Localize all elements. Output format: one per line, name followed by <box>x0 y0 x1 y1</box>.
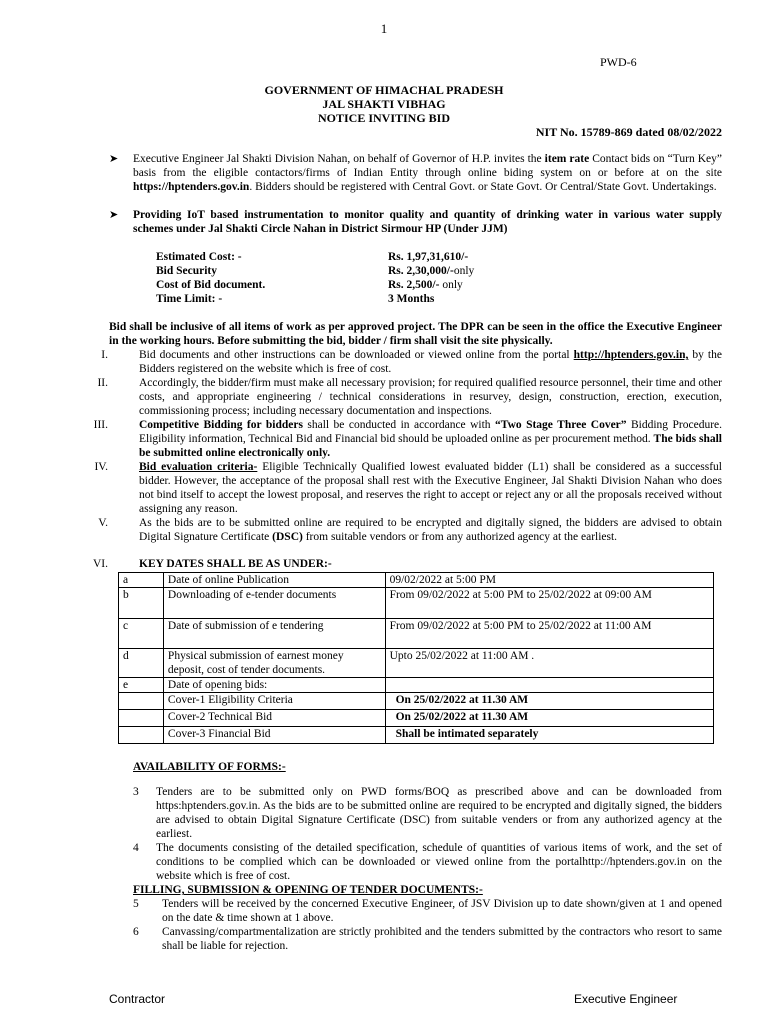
cost-label: Cost of Bid document. <box>156 279 266 291</box>
item-number: 6 <box>133 926 139 938</box>
table-row <box>119 678 714 693</box>
work-title: Providing IoT based instrumentation to monitor quality and quantity of drinking water in various water supply schemes under Jal Shakti Circle Nahan in District Sirmour HP (Under JJM) <box>133 209 722 235</box>
filling-heading: FILLING, SUBMISSION & OPENING OF TENDER DOCUMENTS:- <box>133 884 483 896</box>
bullet-arrow-icon: ➤ <box>109 209 119 221</box>
clause-iii: Competitive Bidding for bidders shall be conducted in accordance with “Two Stage Three Cover” Bidding Procedure. Eligibility information, Technical Bid and Financial bid should be uploaded online as per procurement method. The bids shall be submitted online electronically only. <box>139 419 722 459</box>
cost-suffix: only <box>439 279 463 291</box>
clause-number: III. <box>93 419 108 431</box>
row-value: On 25/02/2022 at 11.30 AM <box>385 693 713 710</box>
item-number: 3 <box>133 786 139 798</box>
table-row <box>119 619 714 649</box>
cost-row-bid-document <box>156 278 556 292</box>
key-dates-table <box>118 572 714 744</box>
row-letter: e <box>119 678 164 693</box>
header-department: JAL SHAKTI VIBHAG <box>322 97 446 111</box>
filling-item-5: Tenders will be received by the concerned Executive Engineer, of JSV Division up to date shown/given at 1 and opened on the date & time shown at 1 above. <box>162 898 722 924</box>
nit-number: NIT No. 15789-869 dated 08/02/2022 <box>535 125 722 139</box>
availability-heading: AVAILABILITY OF FORMS:- <box>133 761 286 773</box>
cost-value: Rs. 2,30,000/- <box>388 265 454 277</box>
clause-number: I. <box>101 349 108 361</box>
row-label: Cover-2 Technical Bid <box>163 710 385 727</box>
row-label: Date of opening bids: <box>163 678 385 693</box>
item-number: 5 <box>133 898 139 910</box>
row-letter: a <box>119 573 164 588</box>
cost-label: Bid Security <box>156 265 218 277</box>
table-row <box>119 588 714 619</box>
cost-value: 3 Months <box>388 293 435 305</box>
clause-ii: Accordingly, the bidder/firm must make all necessary provision; for required qualified resource personnel, their time and other costs, and appropriate engineering / technical considerations in resurvey, design, construction, erection, execution, commissioning process; including necessary documentation and inspections. <box>139 377 723 417</box>
cost-value: Rs. 2,500/- <box>388 279 440 291</box>
cost-row-estimated <box>156 250 556 264</box>
cost-row-time-limit <box>156 292 556 306</box>
cost-suffix: only <box>453 265 475 277</box>
row-letter: d <box>119 649 164 678</box>
table-row <box>119 573 714 588</box>
executive-engineer-signature: Executive Engineer <box>574 992 678 1006</box>
availability-item-3: Tenders are to be submitted only on PWD forms/BOQ as prescribed above and can be downloaded from https:hptenders.gov.in. As the bids are to be submitted online are required to be encrypted and digitally signed, the bidders are advised to obtain Digital Signature Certificate (DSC) from suitable venders or from any authorized agency at the earliest. <box>156 786 722 840</box>
intro-paragraph <box>133 152 722 194</box>
cost-value: Rs. 1,97,31,610/- <box>388 251 469 263</box>
table-row <box>119 649 714 678</box>
row-label: Downloading of e-tender documents <box>163 588 385 619</box>
header-government: GOVERNMENT OF HIMACHAL PRADESH <box>264 83 504 97</box>
row-letter: c <box>119 619 164 649</box>
clause-v: As the bids are to be submitted online are required to be encrypted and digitally signed, the bidders are advised to obtain Digital Signature Certificate (DSC) from suitable vendors or from any authorized agency at the earliest. <box>139 517 722 543</box>
row-label: Date of online Publication <box>163 573 385 588</box>
form-code: PWD-6 <box>600 55 637 69</box>
row-label: Cover-3 Financial Bid <box>163 727 385 744</box>
row-label: Cover-1 Eligibility Criteria <box>163 693 385 710</box>
row-letter: b <box>119 588 164 619</box>
availability-item-4: The documents consisting of the detailed specification, schedule of quantities of various items of work, and the set of conditions to be complied which can be downloaded or viewed online from the portalhttp://hptenders.gov.in on the website which is free of cost. <box>156 842 722 882</box>
filling-item-6: Canvassing/compartmentalization are strictly prohibited and the tenders submitted by the contractors who resort to same shall be liable for rejection. <box>162 926 722 952</box>
row-label: Physical submission of earnest money deposit, cost of tender documents. <box>163 649 385 678</box>
row-value: From 09/02/2022 at 5:00 PM to 25/02/2022 at 11:00 AM <box>385 619 713 649</box>
clause-number: IV. <box>94 461 108 473</box>
cost-label: Time Limit: - <box>156 293 223 305</box>
header-notice-title: NOTICE INVITING BID <box>317 111 451 125</box>
table-row <box>119 710 714 727</box>
portal-link[interactable]: http://hptenders.gov.in, <box>573 349 689 361</box>
clause-number: VI. <box>92 558 108 570</box>
clause-number: V. <box>98 517 108 529</box>
row-value: 09/02/2022 at 5:00 PM <box>385 573 713 588</box>
row-label: Date of submission of e tendering <box>163 619 385 649</box>
intro-text-c: Contact bids on “Turn Key” basis from the eligible contactors/firms of Indian Entity through online biding system on or before at on the site <box>133 153 722 179</box>
intro-portal-link[interactable]: https://hptenders.gov.in <box>133 181 250 193</box>
key-dates-heading: KEY DATES SHALL BE AS UNDER:- <box>139 558 332 570</box>
intro-text-a: Executive Engineer Jal Shakti Division Nahan, on behalf of Governor of H.P. invites the <box>133 153 545 165</box>
bid-inclusive-note: Bid shall be inclusive of all items of work as per approved project. The DPR can be seen in the office the Executive Engineer in the working hours. Before submitting the bid, bidder / firm shall visit the site physically. <box>109 321 722 347</box>
row-value: Shall be intimated separately <box>385 727 713 744</box>
row-value: Upto 25/02/2022 at 11:00 AM . <box>385 649 713 678</box>
row-value: From 09/02/2022 at 5:00 PM to 25/02/2022 at 09:00 AM <box>385 588 713 619</box>
table-row <box>119 693 714 710</box>
contractor-signature: Contractor <box>109 992 166 1006</box>
bullet-arrow-icon: ➤ <box>109 153 119 165</box>
page-number: 1 <box>380 21 388 36</box>
row-value: On 25/02/2022 at 11.30 AM <box>385 710 713 727</box>
intro-item-rate: item rate <box>544 153 590 165</box>
cost-label: Estimated Cost: - <box>156 251 242 263</box>
clause-number: II. <box>97 377 108 389</box>
clause-i: Bid documents and other instructions can be downloaded or viewed online from the portal http://hptenders.gov.in, by the Bidders registered on the website which is free of cost. <box>139 349 722 375</box>
item-number: 4 <box>133 842 139 854</box>
table-row <box>119 727 714 744</box>
clause-iv: Bid evaluation criteria- Eligible Technically Qualified lowest evaluated bidder (L1) shall be considered as a successful bidder. However, the acceptance of the proposal shall rest with the Executive Engineer, Jal Shakti Division Nahan who does not bind itself to accept the lowest proposal, and reserves the right to accept or reject any or all the proposals received without assigning any reason. <box>139 461 722 515</box>
cost-row-bid-security <box>156 264 556 278</box>
intro-text-e: . Bidders should be registered with Central Govt. or State Govt. Or Central/State Govt. Undertakings. <box>249 181 717 193</box>
